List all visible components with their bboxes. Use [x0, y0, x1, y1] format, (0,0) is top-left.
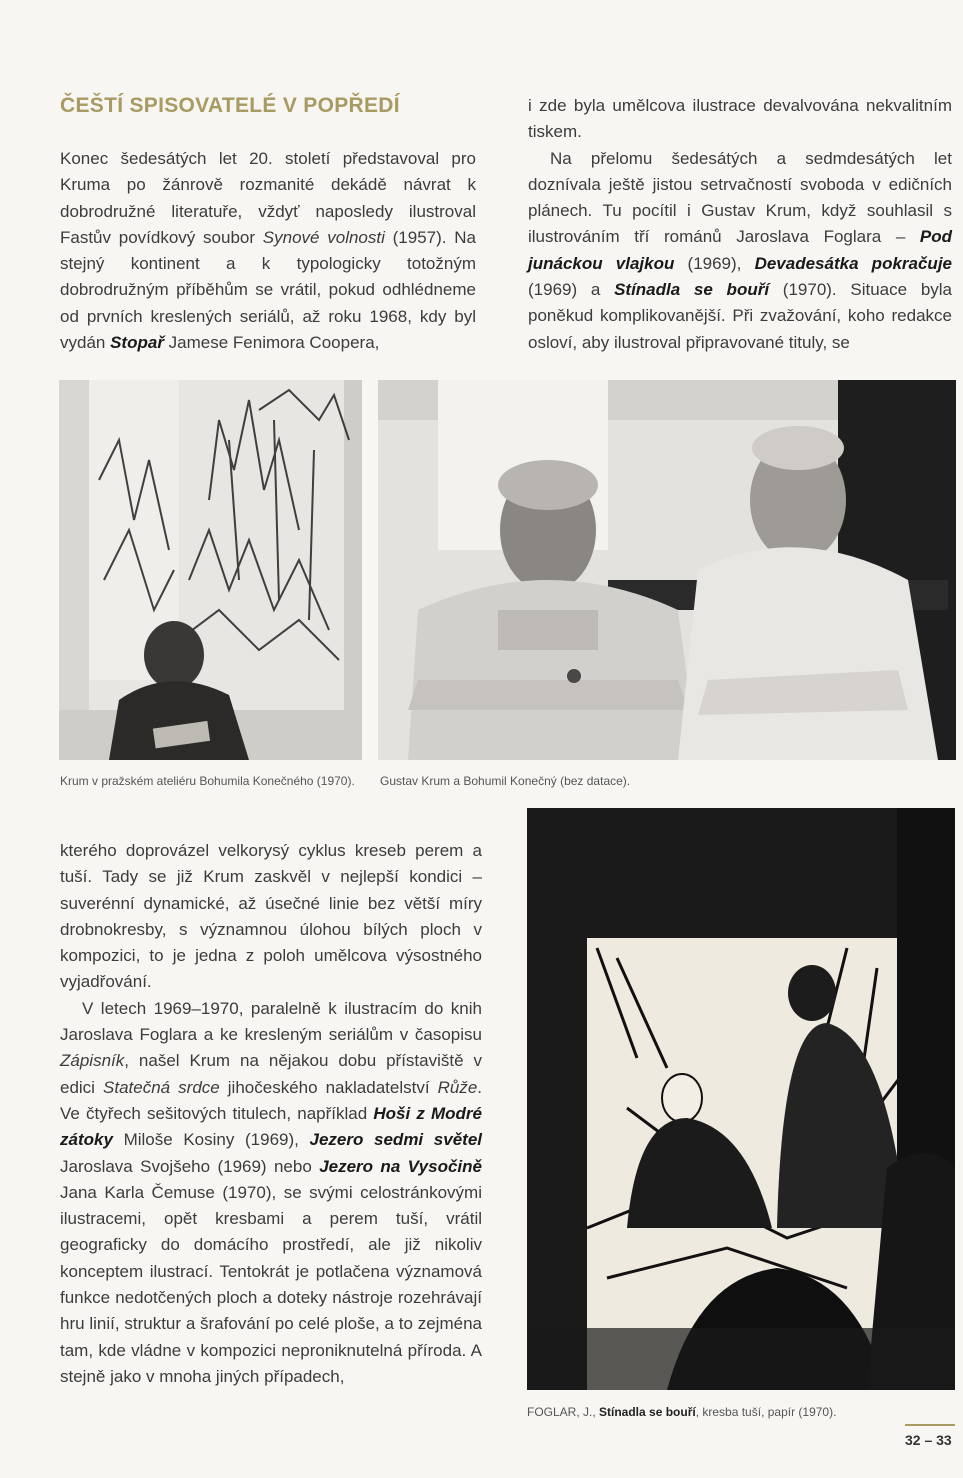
- book-title: Jezero sedmi světel: [309, 1130, 482, 1150]
- book-title: Hoši z Modré zátoky: [60, 1103, 482, 1150]
- section-heading: ČEŠTÍ SPISOVATELÉ V POPŘEDÍ: [60, 94, 400, 117]
- paragraph: [60, 146, 476, 356]
- text-run: , kresba tuší, papír (1970).: [695, 1405, 837, 1419]
- book-title: Pod junáckou vlajkou: [528, 227, 952, 273]
- book-title: Stopař: [110, 333, 164, 353]
- text-run: Jana Karla Čemuse (1970), se svými celostránkovými ilustracemi, opět kresbami a perem tuší, vrátil geograficky do domácího prostředí, ale již nikoliv konceptem ilustrací. Tentokrát je potlačena významová funkce nedotčených ploch a doteky nástroje rozehrávají hru linií, struktur a šrafování po celé ploše, a to zejména tam, kde vládne v kompozici neproniknutelná příroda. A stejně jako v mnoha jiných případech,: [60, 1182, 482, 1386]
- text-run: Na přelomu šedesátých a sedmdesátých let doznívala ještě jistou setrvačností svoboda v edičních plánech. Tu pocítil i Gustav Krum, když souhlasil s ilustrováním tří románů Jaroslava Foglara –: [528, 148, 952, 247]
- text-run: Jaroslava Svojšeho (1969) nebo: [60, 1156, 320, 1176]
- caption-drawing: [527, 1404, 947, 1420]
- italic-title: Zápisník: [60, 1051, 125, 1071]
- text-run: . Ve čtyřech sešitových titulech, například: [60, 1077, 483, 1123]
- text-run: V letech 1969–1970, paralelně k ilustracím do knih Jaroslava Foglara a ke kresleným seriálům v časopisu: [60, 998, 482, 1045]
- caption-photo-1: Krum v pražském ateliéru Bohumila Konečného (1970).: [60, 774, 355, 788]
- book-title: Stínadla se bouří: [614, 280, 770, 300]
- book-title: Devadesátka pokračuje: [754, 253, 952, 273]
- book-title: Jezero na Vysočině: [319, 1156, 482, 1176]
- italic-title: Statečná srdce: [103, 1077, 220, 1097]
- photo-krum-and-konecny: [378, 380, 956, 760]
- photo-krum-in-studio: [59, 380, 362, 760]
- text-run: (1957). Na stejný kontinent a k typologicky totožným dobrodružným příběhům se vrátil, pokud odhlédneme od prvních kreslených seriálů, až roku 1968, kdy byl vydán: [60, 227, 476, 353]
- text-run: Jamese Fenimora Coopera,: [163, 333, 380, 353]
- paragraph: [528, 146, 952, 356]
- caption-photo-2: Gustav Krum a Bohumil Konečný (bez datace).: [380, 774, 631, 788]
- page-number-rule: [905, 1424, 955, 1426]
- text-run: Konec šedesátých let 20. století představoval pro Kruma po žánrově rozmanité dekádě návrat k dobrodružné literatuře, vždyť naposledy ilustroval Fastův povídkový soubor: [60, 149, 476, 247]
- ink-drawing-stinadla: [527, 808, 955, 1390]
- text-column-right-top: [528, 93, 952, 356]
- italic-title: Růže: [437, 1077, 478, 1097]
- text-run: (1969),: [674, 253, 755, 273]
- book-title: Stínadla se bouří: [599, 1405, 696, 1419]
- paragraph: [60, 838, 482, 996]
- text-column-left-bottom: [60, 838, 482, 1390]
- text-column-left-top: [60, 146, 476, 356]
- text-run: i zde byla umělcova ilustrace devalvována nekvalitním tiskem.: [528, 96, 952, 142]
- text-run: , našel Krum na nějakou dobu přístaviště v edici: [60, 1051, 482, 1097]
- paragraph: [60, 996, 482, 1390]
- text-run: (1969) a: [528, 280, 615, 300]
- page-number: [905, 1432, 955, 1448]
- paragraph: [528, 93, 952, 146]
- page-number-text: 32 – 33: [905, 1432, 952, 1448]
- text-run: Miloše Kosiny (1969),: [112, 1130, 310, 1150]
- text-run: (1970). Situace byla poněkud komplikovanější. Při zvažování, koho redakce osloví, aby ilustroval připravované tituly, se: [528, 280, 953, 352]
- text-run: jihočeského nakladatelství: [219, 1077, 438, 1097]
- text-run: FOGLAR, J.,: [527, 1405, 600, 1419]
- italic-title: Synové volnosti: [262, 227, 385, 247]
- text-run: kterého doprovázel velkorysý cyklus kreseb perem a tuší. Tady se již Krum zaskvěl v nejlepší kondici – suverénní dynamické, až úsečné linie bez větší míry drobnokresby, s významnou úlohou bílých ploch v kompozici, to je jedna z poloh umělcova výsostného vyjadřování.: [60, 841, 482, 992]
